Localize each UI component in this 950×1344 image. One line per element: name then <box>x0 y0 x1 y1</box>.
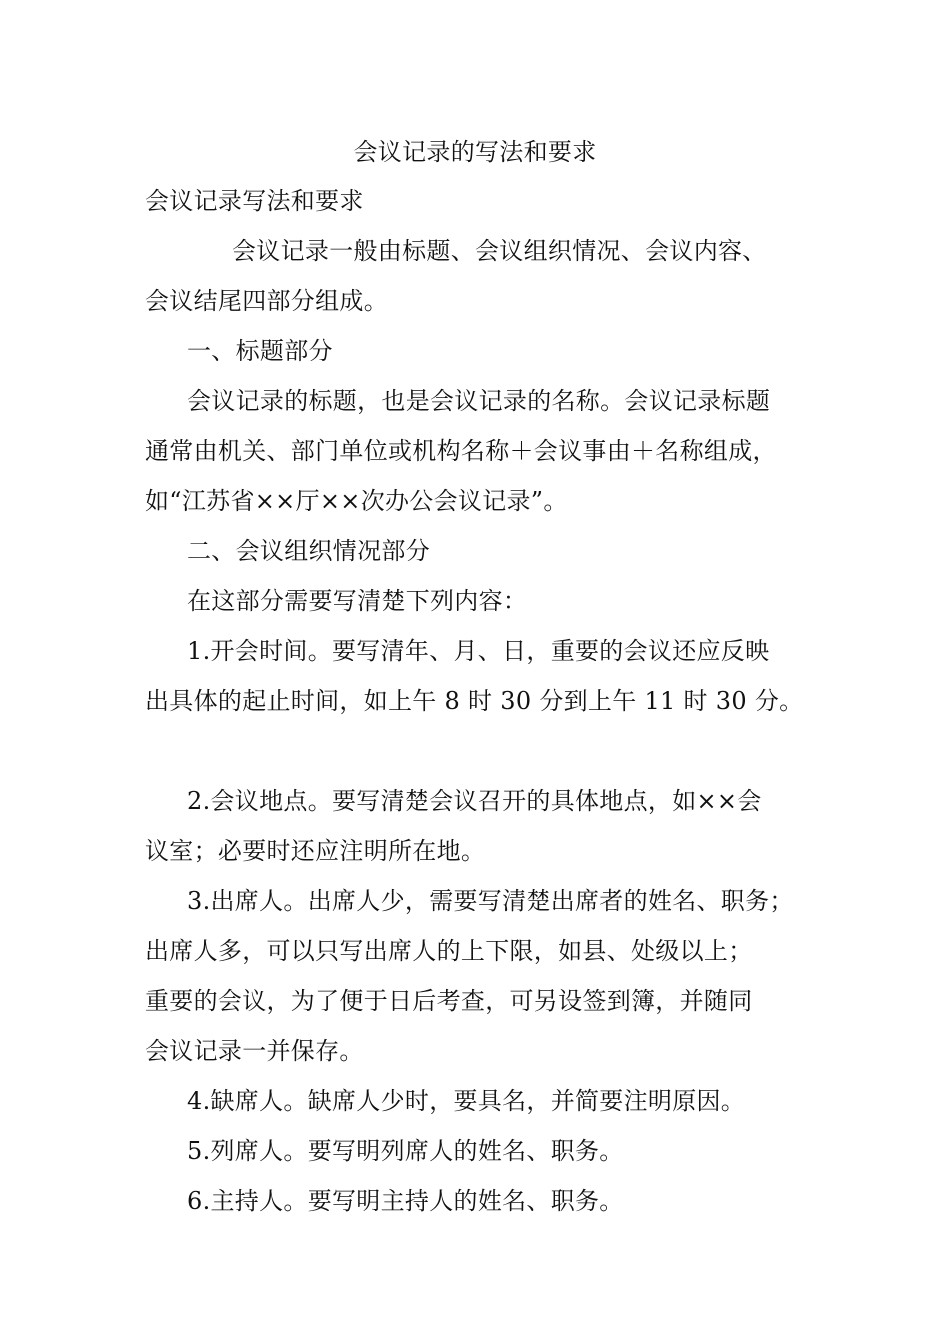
item5-line: 5.列席人。要写明列席人的姓名、职务。 <box>187 1137 624 1165</box>
item3-line-1: 3.出席人。出席人少，需要写清楚出席者的姓名、职务； <box>187 887 794 915</box>
section2-lead: 在这部分需要写清楚下列内容： <box>187 587 528 615</box>
section-heading-organization: 二、会议组织情况部分 <box>187 537 430 565</box>
section1-line-1: 会议记录的标题，也是会议记录的名称。会议记录标题 <box>187 387 771 415</box>
item4-line: 4.缺席人。缺席人少时，要具名，并简要注明原因。 <box>187 1087 746 1115</box>
intro-line-2: 会议结尾四部分组成。 <box>145 287 388 315</box>
item1-line-2: 出具体的起止时间，如上午 8 时 30 分到上午 11 时 30 分。 <box>145 687 804 715</box>
item6-line: 6.主持人。要写明主持人的姓名、职务。 <box>187 1187 624 1215</box>
item1-line-1: 1.开会时间。要写清年、月、日，重要的会议还应反映 <box>187 637 770 665</box>
section1-line-2: 通常由机关、部门单位或机构名称＋会议事由＋名称组成， <box>145 437 777 465</box>
item3-line-2: 出席人多，可以只写出席人的上下限，如县、处级以上； <box>145 937 753 965</box>
document-subtitle: 会议记录写法和要求 <box>145 187 364 215</box>
item3-line-3: 重要的会议，为了便于日后考查，可另设签到簿，并随同 <box>145 987 753 1015</box>
item3-line-4: 会议记录一并保存。 <box>145 1037 364 1065</box>
item2-line-1: 2.会议地点。要写清楚会议召开的具体地点，如××会 <box>187 787 762 815</box>
section-heading-title: 一、标题部分 <box>187 337 333 365</box>
item2-line-2: 议室；必要时还应注明所在地。 <box>145 837 486 865</box>
document-title: 会议记录的写法和要求 <box>353 138 597 166</box>
intro-line-1: 会议记录一般由标题、会议组织情况、会议内容、 <box>232 237 767 265</box>
section1-line-3: 如“江苏省××厅××次办公会议记录”。 <box>145 487 568 515</box>
